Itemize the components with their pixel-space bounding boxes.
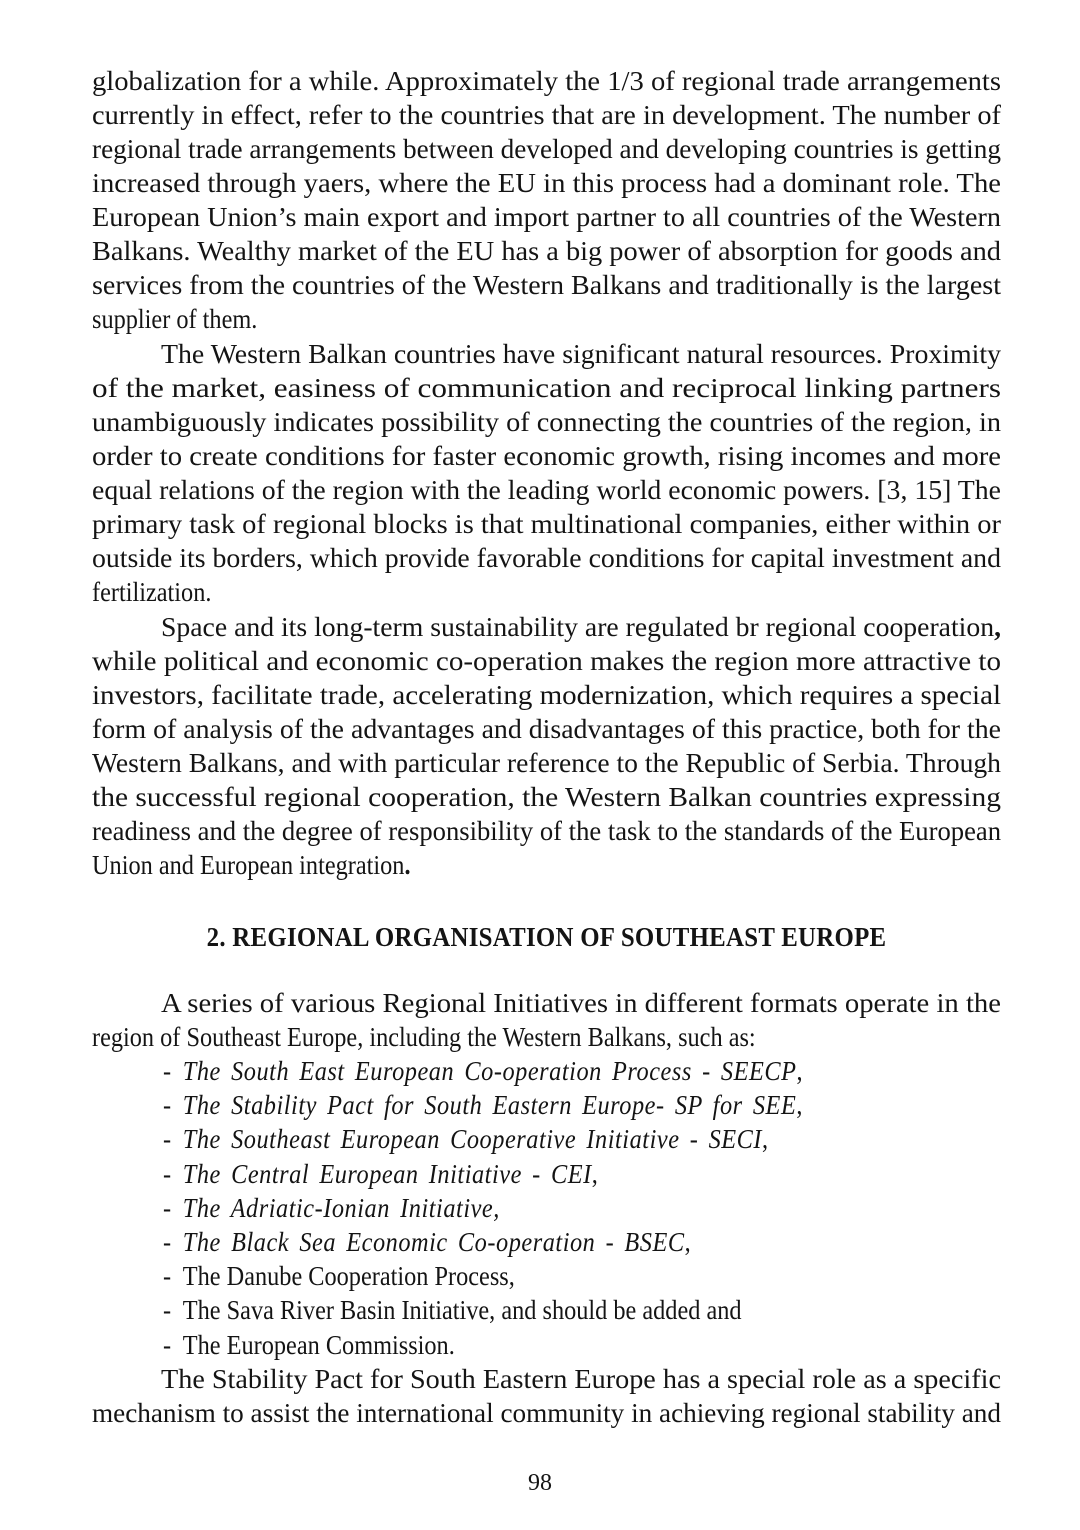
list-item bbox=[163, 1088, 917, 1122]
list-bullet: - bbox=[163, 1329, 172, 1360]
list-bullet: - bbox=[163, 1295, 172, 1326]
list-bullet: - bbox=[163, 1261, 172, 1292]
list-bullet: - bbox=[163, 1192, 172, 1223]
text-line: regional trade arrangements between developed and developing countries is getting bbox=[92, 134, 1002, 164]
list-item bbox=[163, 1328, 917, 1362]
list-item-suffix: , bbox=[796, 1090, 803, 1121]
page-number: 98 bbox=[528, 1470, 552, 1496]
list-bullet: - bbox=[163, 1227, 172, 1257]
list-bullet: - bbox=[163, 1090, 172, 1121]
text-line: mechanism to assist the international community in achieving regional stability and bbox=[92, 1398, 1001, 1428]
list-item bbox=[163, 1259, 917, 1293]
list-item-text: The Central European Initiative - CEI bbox=[182, 1158, 592, 1189]
text-line: The Western Balkan countries have significant natural resources. Proximity bbox=[161, 339, 1001, 369]
text-line: Space and its long-term sustainability are regulated br regional cooperation, bbox=[161, 612, 1001, 642]
text-line: the successful regional cooperation, the Western Balkan countries expressing bbox=[92, 782, 1001, 812]
list-bullet: - bbox=[163, 1056, 172, 1086]
text-line: The Stability Pact for South Eastern Europe has a special role as a specific bbox=[161, 1364, 1001, 1394]
list-item bbox=[163, 1293, 917, 1327]
list-item-text: The European Commission. bbox=[182, 1329, 455, 1360]
text-line: region of Southeast Europe, including the Western Balkans, such as: bbox=[92, 1022, 756, 1052]
text-line: outside its borders, which provide favorable conditions for capital investment and bbox=[92, 543, 1001, 573]
text-line: equal relations of the region with the leading world economic powers. [3, 15] The bbox=[92, 475, 1001, 505]
list-item bbox=[163, 1122, 917, 1156]
text-line: Balkans. Wealthy market of the EU has a big power of absorption for goods and bbox=[92, 236, 1001, 266]
text-line: supplier of them. bbox=[92, 304, 258, 334]
list-bullet: - bbox=[163, 1124, 172, 1155]
text-line: of the market, easiness of communication and reciprocal linking partners bbox=[92, 373, 1002, 403]
text-line: form of analysis of the advantages and disadvantages of this practice, both for the bbox=[92, 714, 1001, 744]
text-line: Union and European integration. bbox=[92, 850, 411, 880]
list-item-text: The Stability Pact for South Eastern Europe- SP for SEE bbox=[182, 1090, 797, 1121]
list-item-suffix: , bbox=[796, 1056, 803, 1086]
text-line: order to create conditions for faster economic growth, rising incomes and more bbox=[92, 441, 1001, 471]
section-heading: 2. REGIONAL ORGANISATION OF SOUTHEAST EUROPE bbox=[206, 922, 887, 952]
list-item-text: The Danube Cooperation Process, bbox=[182, 1261, 515, 1292]
text-line: unambiguously indicates possibility of connecting the countries of the region, in bbox=[92, 407, 1002, 437]
list-item bbox=[163, 1191, 917, 1225]
text-line: European Union’s main export and import partner to all countries of the Western bbox=[92, 202, 1002, 232]
list-item-text: The Black Sea Economic Co-operation - BSEC bbox=[182, 1227, 685, 1257]
list-item bbox=[163, 1054, 917, 1088]
text-line: currently in effect, refer to the countries that are in development. The number of bbox=[92, 100, 1001, 130]
list-item bbox=[163, 1157, 917, 1191]
text-line: Western Balkans, and with particular reference to the Republic of Serbia. Through bbox=[92, 748, 1001, 778]
text-line: investors, facilitate trade, accelerating modernization, which requires a special bbox=[92, 680, 1001, 710]
list-item-suffix: , bbox=[591, 1158, 598, 1189]
text-line: services from the countries of the Western Balkans and traditionally is the largest bbox=[92, 270, 1001, 300]
text-line: fertilization. bbox=[92, 577, 212, 607]
list-item-suffix: , bbox=[762, 1124, 769, 1155]
list-item-text: The Southeast European Cooperative Initiative - SECI bbox=[182, 1124, 763, 1155]
list-bullet: - bbox=[163, 1158, 172, 1189]
text-line: readiness and the degree of responsibility of the task to the standards of the European bbox=[92, 816, 1001, 846]
text-line: primary task of regional blocks is that multinational companies, either within or bbox=[92, 509, 1001, 539]
text-line: globalization for a while. Approximately the 1/3 of regional trade arrangements bbox=[92, 66, 1001, 96]
list-item-text: The Sava River Basin Initiative, and should be added and bbox=[182, 1295, 742, 1326]
list-item bbox=[163, 1225, 917, 1259]
text-line: A series of various Regional Initiatives in different formats operate in the bbox=[161, 988, 1001, 1018]
list-item-suffix: , bbox=[684, 1227, 691, 1257]
text-line: increased through yaers, where the EU in this process had a dominant role. The bbox=[92, 168, 1001, 198]
text-line: while political and economic co-operation makes the region more attractive to bbox=[92, 646, 1001, 676]
list-item-text: The Adriatic-Ionian Initiative, bbox=[182, 1192, 500, 1223]
list-item-text: The South East European Co-operation Process - SEECP bbox=[182, 1056, 797, 1086]
